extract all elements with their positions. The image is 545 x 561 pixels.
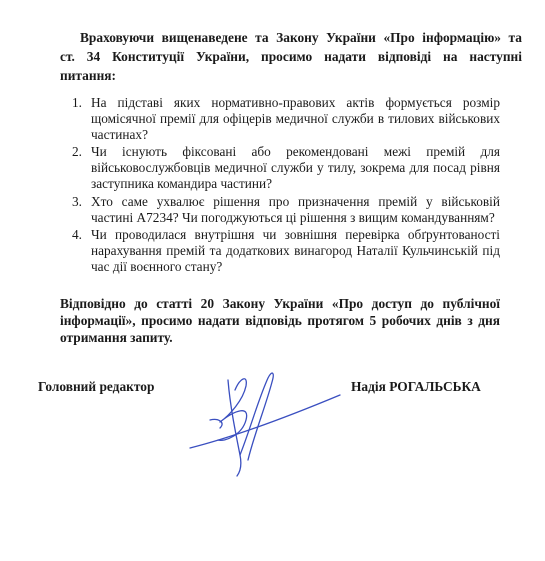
question-item xyxy=(72,194,500,226)
question-item xyxy=(72,95,500,142)
intro-line-3: питання: xyxy=(60,68,117,83)
signature-stroke xyxy=(228,380,241,476)
intro-paragraph xyxy=(60,28,522,85)
signature-stroke xyxy=(240,373,273,460)
intro-line-1: Враховуючи вищенаведене та Закону України «Про інформацію» та xyxy=(80,30,522,45)
signature-stroke xyxy=(190,395,340,448)
question-text: Чи існують фіксовані або рекомендовані межі премій для військовослужбовців медичної служби у тилу, зокрема для посад рівня заступника командира частини? xyxy=(91,144,500,191)
signer-title: Головний редактор xyxy=(38,379,155,394)
signer-name: Надія РОГАЛЬСЬКА xyxy=(351,379,481,394)
question-text: Чи проводилася внутрішня чи зовнішня перевірка обґрунтованості нарахування премій та додаткових винагород Наталії Кульчинській під час дії воєнного стану? xyxy=(91,227,500,274)
questions-list xyxy=(72,95,500,277)
question-item xyxy=(72,144,500,191)
question-item xyxy=(72,227,500,274)
question-number: 2. xyxy=(72,144,82,160)
question-number: 4. xyxy=(72,227,82,243)
question-text: Хто саме ухвалює рішення про призначення премій у військовій частині А7234? Чи погоджуються ці рішення з вищим командуванням? xyxy=(91,193,500,225)
question-number: 3. xyxy=(72,193,82,209)
question-number: 1. xyxy=(72,95,82,110)
question-text: На підставі яких нормативно-правових актів формується розмір щомісячної премії для офіцерів медичної служби в тилових військових частинах? xyxy=(91,95,500,142)
handwritten-signature xyxy=(180,360,350,485)
signature-stroke xyxy=(210,419,222,428)
intro-line-2: ст. 34 Конституції України, просимо надати відповіді на наступні xyxy=(60,49,522,64)
closing-paragraph: Відповідно до статті 20 Закону України «Про доступ до публічної інформації», просимо надати відповідь протягом 5 робочих днів з дня отримання запиту. xyxy=(60,296,500,345)
